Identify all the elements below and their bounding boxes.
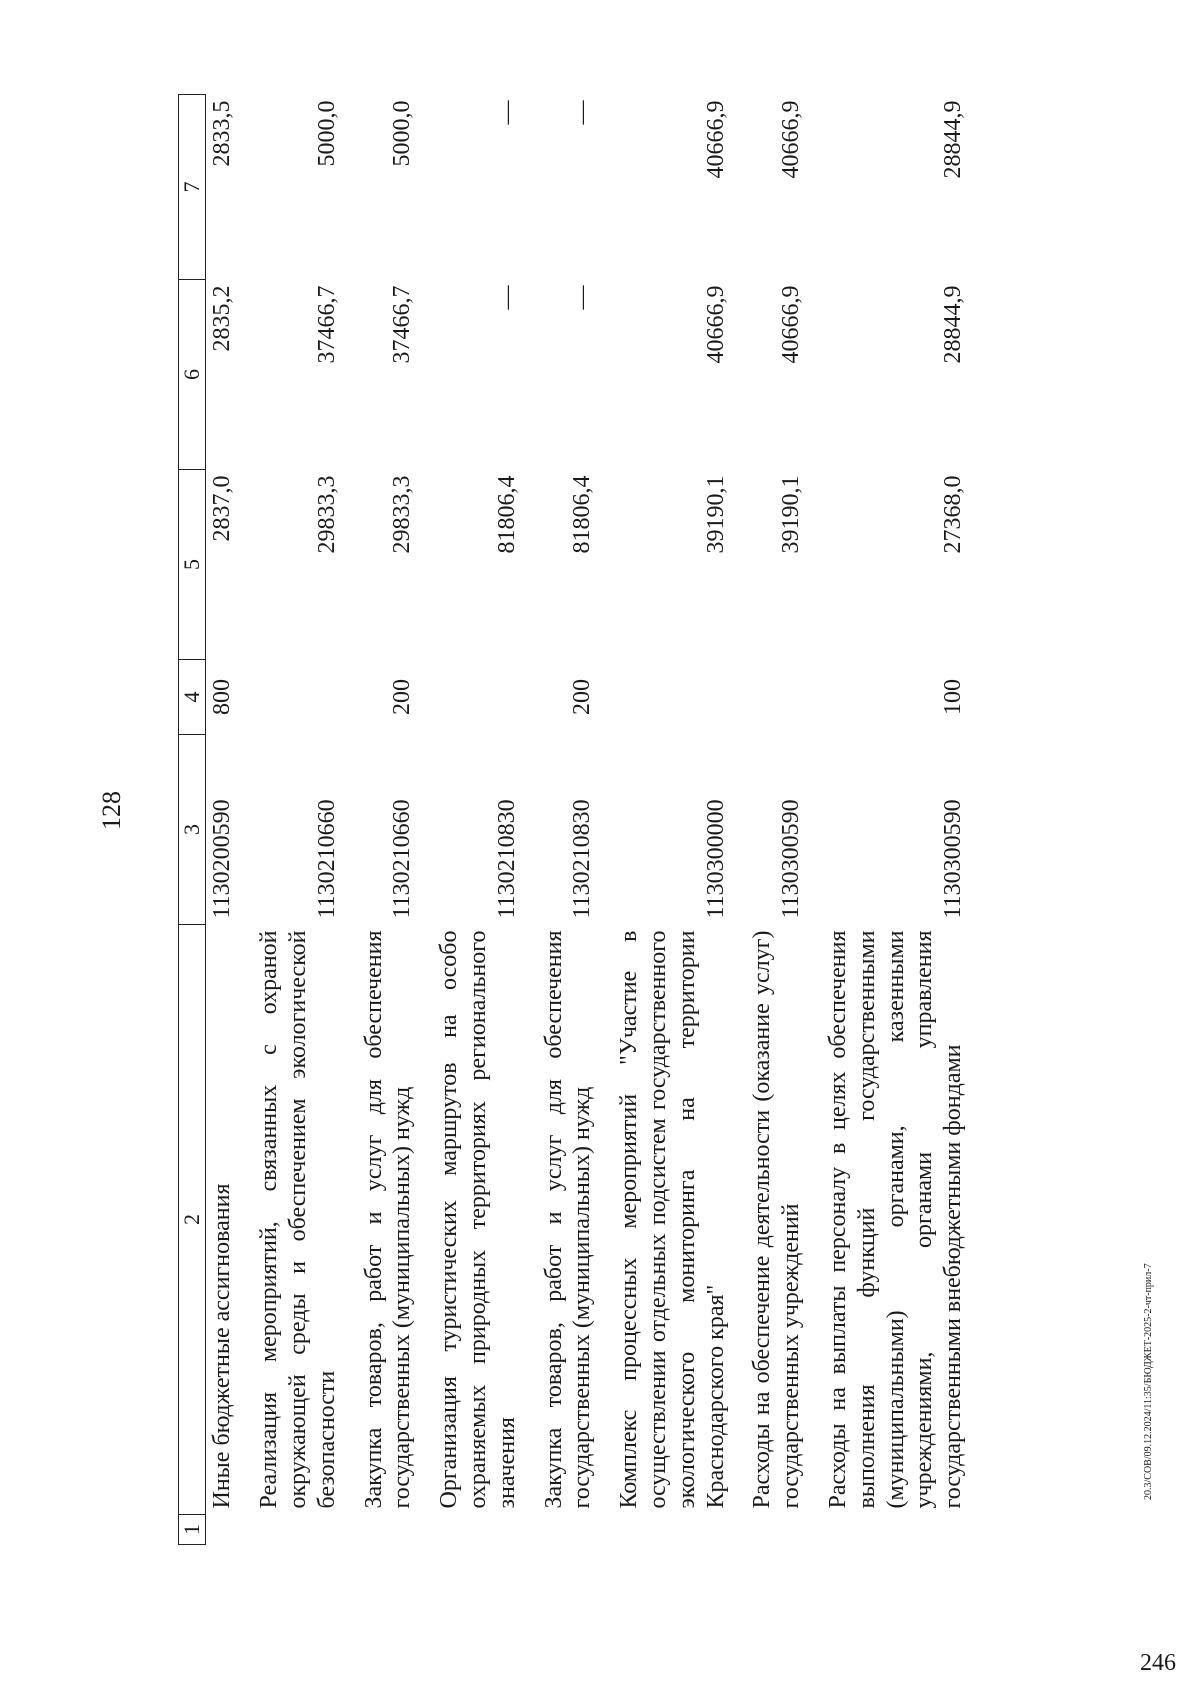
row-value-5: 81806,4 xyxy=(493,475,520,554)
row-value-6: 40666,9 xyxy=(778,285,805,364)
row-code: 1130300590 xyxy=(778,799,805,919)
page-number-bottom: 246 xyxy=(1140,1650,1176,1676)
row-code: 1130200590 xyxy=(209,799,236,919)
row-description: Расходы на обеспечение деятельности (оказание услуг) государственных учреждений xyxy=(749,930,805,1509)
header-col-7: 7 xyxy=(179,95,206,280)
budget-table xyxy=(178,95,968,1545)
row-value-5: 39190,1 xyxy=(702,475,729,554)
row-value-5: 2837,0 xyxy=(209,475,236,542)
table-row xyxy=(730,95,806,1545)
row-expense-type xyxy=(730,660,806,735)
row-expense-type: 800 xyxy=(209,679,236,715)
header-col-5: 5 xyxy=(179,470,206,660)
table-row xyxy=(417,95,521,1545)
row-value-7: 2833,5 xyxy=(209,100,236,167)
header-col-1: 1 xyxy=(179,1515,206,1545)
header-col-4: 4 xyxy=(179,660,206,735)
row-description: Закупка товаров, работ и услуг для обеспечения государственных (муниципальных) нужд xyxy=(540,930,596,1509)
row-description: Иные бюджетные ассигнования xyxy=(209,1183,236,1509)
row-value-5: 29833,3 xyxy=(313,475,340,554)
table-row xyxy=(237,95,341,1545)
row-code: 1130300000 xyxy=(702,799,729,919)
row-value-6: — xyxy=(493,285,520,310)
row-description: Закупка товаров, работ и услуг для обеспечения государственных (муниципальных) нужд xyxy=(360,930,416,1509)
table-row xyxy=(206,95,237,1545)
row-value-7: 5000,0 xyxy=(389,100,416,167)
table-row xyxy=(597,95,730,1545)
row-value-7: — xyxy=(493,100,520,125)
row-value-5: 81806,4 xyxy=(569,475,596,554)
row-code: 1130210830 xyxy=(493,799,520,919)
row-value-6: 40666,9 xyxy=(702,285,729,364)
row-expense-type xyxy=(597,660,730,735)
header-col-2: 2 xyxy=(179,925,206,1515)
table-row xyxy=(806,95,968,1545)
row-code: 1130300590 xyxy=(940,799,967,919)
document-code: 20.3/СОВ/09.12.2024/11:35/БЮДЖЕТ-2025-2-чт-прил-7 xyxy=(1143,1263,1154,1500)
row-value-6: 37466,7 xyxy=(313,285,340,364)
row-value-6: 28844,9 xyxy=(940,285,967,364)
row-value-6: — xyxy=(569,285,596,310)
row-value-5: 29833,3 xyxy=(389,475,416,554)
row-expense-type: 100 xyxy=(940,679,967,715)
row-description: Организация туристических маршрутов на особо охраняемых природных территориях регионального значения xyxy=(436,930,520,1509)
row-code: 1130210660 xyxy=(313,799,340,919)
row-value-7: 40666,9 xyxy=(778,100,805,179)
row-description: Комплекс процессных мероприятий "Участие в осуществлении отдельных подсистем государственного экологического мониторинга на территории Краснодарского края" xyxy=(616,930,729,1509)
row-description: Реализация мероприятий, связанных с охраной окружающей среды и обеспечением экологической безопасности xyxy=(256,930,340,1509)
table-row xyxy=(522,95,598,1545)
row-value-7: 5000,0 xyxy=(313,100,340,167)
row-value-6: 37466,7 xyxy=(389,285,416,364)
row-code: 1130210830 xyxy=(569,799,596,919)
header-col-3: 3 xyxy=(179,735,206,925)
table-row xyxy=(342,95,418,1545)
row-value-5: 39190,1 xyxy=(778,475,805,554)
header-col-6: 6 xyxy=(179,280,206,470)
row-value-7: — xyxy=(569,100,596,125)
row-value-7: 28844,9 xyxy=(940,100,967,179)
page-number-top: 128 xyxy=(97,791,126,830)
row-value-7: 40666,9 xyxy=(702,100,729,179)
row-expense-type xyxy=(237,660,341,735)
row-code: 1130210660 xyxy=(389,799,416,919)
row-value-6: 2835,2 xyxy=(209,285,236,352)
header-row xyxy=(179,95,206,1545)
row-expense-type: 200 xyxy=(569,679,596,715)
row-expense-type: 200 xyxy=(389,679,416,715)
row-description: Расходы на выплаты персоналу в целях обеспечения выполнения функций государственными (муниципальными) органами, казенными учреждениями, органами управления государственными внебюджетными фондами xyxy=(824,930,967,1509)
row-value-5: 27368,0 xyxy=(940,475,967,554)
row-expense-type xyxy=(417,660,521,735)
